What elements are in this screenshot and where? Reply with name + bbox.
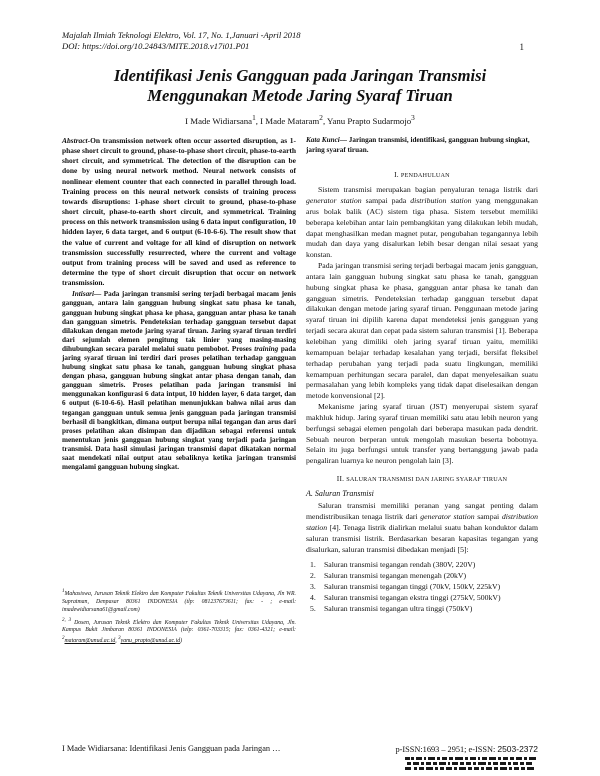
s1p1-a: Sistem transmisi merupakan bagian penyaluran tenaga listrik dari [318,185,538,195]
journal-info: Majalah Ilmiah Teknologi Elektro, Vol. 17, No. 1,Januari -April 2018 [62,30,301,40]
section-2-para-1 [306,501,538,555]
email-link-1[interactable]: mataram@unud.ac.id [64,638,116,645]
keywords-text: — Jaringan transmisi, identifikasi, gangguan hubung singkat, jaring syaraf tiruan. [306,136,530,154]
section-2-heading [306,474,538,483]
title-line-2: Menggunakan Metode Jaring Syaraf Tiruan [147,86,453,105]
footnote-1-text: Mahasiswa, Jurusan Teknik Elektro dan Komputer Fakultas Teknik Universitas Udayana, Jln WR. Supratman, Denpasar 80361 INDONESIA (tlp: 081237673611; fax: - ; e-mail: imadewidiarsana61@gmail.com) [62,590,296,613]
section-1-para-1 [306,185,538,261]
footnotes [62,588,296,648]
s1p1-distribution: distribution station [410,196,472,206]
footnote-1-mark: 1 [62,589,65,594]
keywords [306,136,538,155]
running-header [62,30,301,52]
footer-citation: I Made Widiarsana: Identifikasi Jenis Gangguan pada Jaringan … [62,744,281,753]
list-item: 1. Saluran transmisi tegangan rendah (380V, 220V) [310,560,476,570]
list-item-text: Saluran transmisi tegangan ultra tinggi (750kV) [324,603,473,613]
s2p1-a: Saluran transmisi memiliki peranan yang sangat penting dalam mendistribusikan tenaga listrik dari [306,501,538,521]
list-item: 5. Saluran transmisi tegangan ultra tinggi (750kV) [310,603,473,613]
s2p1-distribution: distribution station [306,511,539,532]
abstract-text: On transmission network often occur assorted disruption, as 1-phase short circuit to ground, phase-to-phase short circuit, phase-to-earth short circuit, and symmetrical. The detection of the disruption can be done by using neural network method. Neural network consists of nonlinear element counter that each connected in parallel through load. Training process on this neural network consists of training process towards disruptions: 1-phase short circuit to ground, phase-to-phase short circuit, phase-to-earth short circuit, and symmetrical. Training process on this network transmission using 6 data input configuration, 10 hidden layer, 6 data target, and 6 output (6-10-6-6). The result show that the value of current and voltage for all kind of disruption on network transmission successfully resurrected, where the current and voltage output from training process will be saved and used as reference to determine the type of short circuit disruption that occur on network transmission. [62,136,296,288]
list-item: 2. Saluran transmisi tegangan menengah (20kV) [310,571,467,581]
paper-title [62,66,538,106]
list-item-text: Saluran transmisi tegangan rendah (380V, 220V) [324,560,476,570]
keywords-lead: Kata Kunci [306,136,340,144]
abstract-lead: Abstract- [62,136,91,145]
eissn-number: 2503-2372 [497,744,538,754]
list-item-text: Saluran transmisi tegangan tinggi (70kV, 150kV, 225kV) [324,581,501,591]
footer-issn [395,744,538,754]
right-column [306,136,538,614]
footnote-2-mark: 2, 3 [62,617,72,623]
section-1-number: I. [394,170,399,180]
author-line [62,113,538,126]
author-1-affil: 1 [252,113,256,122]
s2p1-generator: generator station [420,511,475,521]
intisari-training: training [254,344,279,353]
intisari [62,290,296,472]
footnote-1 [62,588,296,615]
list-item-text: Saluran transmisi tegangan ekstra tinggi (275kV, 500kV) [324,592,501,602]
issn-text: p-ISSN:1693 – 2951; e-ISSN: [395,745,498,754]
list-item: 4. Saluran transmisi tegangan ekstra tinggi (275kV, 500kV) [310,592,501,602]
email-2-mark: 3 [118,636,121,642]
author-1: I Made Widiarsana [185,115,253,126]
author-3-affil: 3 [411,113,415,122]
email-1-mark: 2 [62,636,65,642]
title-line-1: Identifikasi Jenis Gangguan pada Jaringan Transmisi [113,66,487,85]
email-link-2[interactable]: yanu_prapto@unud.ac.id [120,638,181,645]
intisari-lead: Intisari [72,290,94,299]
footnote-2-text: Dosen, Jurusan Teknik Elektro dan Komputer Fakultas Teknik Universitas Udayana, Jln. Kampus Bukit Jimbaran 80361 INDONESIA (telp: 0361-703315; fax: 0361-4321; e-mail: [62,619,297,634]
subsection-a: A. Saluran Transmisi [306,489,374,499]
author-3: , Yanu Prapto Sudarmojo [322,115,412,126]
list-item: 3. Saluran transmisi tegangan tinggi (70kV, 150kV, 225kV) [310,581,501,591]
section-2-number: II. [336,474,345,484]
voltage-list [306,560,538,614]
section-1-title: PENDAHULUAN [400,172,450,180]
s1p1-b: sampai pada [361,196,411,206]
barcode-stamp-icon [405,755,537,771]
author-2-affil: 2 [319,113,323,122]
s1p1-generator: generator station [306,196,362,206]
intisari-text-1: — Pada jaringan transmisi sering terjadi berbagai macam jenis gangguan, antara lain gangguan hubung singkat satu phasa ke tanah, gangguan hubung singkat phasa ke phasa, gangguan antar phasa ke tanah dan gangguan simetris. Pendeteksian terhadap gangguan tersebut dapat dilakukan dengan metode jaring syaraf tiruan. Jaring syaraf tiruan terdiri dari sejumlah elemen pengitung tak linier yang masing-masing dihubungkan secara paralel melalui suatu pembobot. Proses [62,290,296,353]
footnote-2-end: ) [180,638,183,645]
s1p1-c: yang menggunakan arus bolak balik (AC) sistem tiga phasa. Sistem tersebut memiliki beberapa kelebihan antar lain pembangkitan yang dilakukan lebih mudah, dapat menghasilkan medan magnet putar, pengubahan tegangannya lebih mudah dan daya yang disalurkan lebih besar dengan nilai sesaat yang konstan. [306,196,538,260]
section-1-para-2: Pada jaringan transmisi sering terjadi berbagai macam jenis gangguan, antara lain gangguan hubung singkat satu phasa ke tanah, gangguan hubung singkat phasa ke phasa, gangguan antar phasa ke tanah dan gangguan simetris. Pendeteksian terhadap gangguan tersebut dapat dilakukan dengan metode jaring syaraf tiruan. Penggunaan metode jaring syaraf tiruan ini dipilih karena dapat mendeteksi jenis gangguan yang terjadi secara akurat dan cepat pada sistem saluran transmisi [1]. Beberapa kelebihan yang dimiliki oleh jaring syaraf tiruan yaitu, memiliki kemampuan belajar terhadap kesalahan yang terjadi, bersifat fleksibel terhadap perubahan yang terjadi pada suatu lingkungan, memiliki kemampuan perhitungan secara paralel, dan dapat menyelesaikan suatu permasalahan yang lebih kompleks yang tidak dapat diselesaikan dengan metode konvensional [2]. [306,261,538,401]
s2p1-b: sampai [474,511,502,521]
section-1-heading [306,170,538,179]
section-2-title: SALURAN TRANSMISI DAN JARING SYARAF TIRUAN [346,476,508,484]
intisari-text-2: pada jaring syaraf tiruan ini terdiri dari proses pelatihan terhadap gangguan hubung singkat satu phasa ke tanah, gangguan hubung singkat phasa dengan phasa, gangguan hubung singkat antar phasa dengan tanah, dan gangguan simetris. Proses pelatihan pada jaringan transmisi ini menggunakan konfigurasi 6 data intput, 10 hidden layer, 6 data target, dan 6 output (6-10-6-6). Hasil pelatihan menunjukkan bahwa nilai arus dan tegangan gangguan untuk semua jenis gangguan pada jaringan transmisi berhasil di bangkitkan, dimana output berupa nilai tegangan dan arus dari proses pelatihan akan disimpan dan dijadikan sebagai referensi untuk menentukan jenis gangguan hubung singkat yang terjadi pada jaringan transmisi. Data hasil simulasi jaringan transmisi dapat dikatakan normal saat mendekati nilai output atau sebaliknya ketika jaringan transmisi mengalami gangguan hubung singkat. [62,344,296,472]
list-item-text: Saluran transmisi tegangan menengah (20kV) [324,571,467,581]
abstract [62,136,296,288]
doi-line: DOI: https://doi.org/10.24843/MITE.2018.v17i01.P01 [62,41,250,51]
footnote-2: $^{2, 3}$ Dosen, Jurusan Teknik Elektro dan Komputer Fakultas Teknik Universitas Udayana, Jln. Kampus Bukit Jimbaran 80361 INDONESIA (telp: 0361-703315; fax: 0361-4321; e-mail: $^2$mataram@unud.ac.id, $^3$yanu_prapto@unud.ac.id) [62,617,297,645]
page-number: 1 [519,42,524,52]
s2p1-c: [4]. Tenaga listrik dialirkan melalui suatu bahan konduktor dalam saluran transmisi listrik. Berdasarkan besaran kapasitas tegangan yang disalurkan, saluran transmisi dibedakan menjadi [5]: [306,522,538,554]
left-column [62,136,296,472]
author-2: , I Made Mataram [255,115,320,126]
section-1-para-3: Mekanisme jaring syaraf tiruan (JST) menyerupai sistem syaraf makhluk hidup. Jaring syaraf tiruan memiliki satu atau lebih neuron yang berfungsi sebagai elemen pengolah dari beberapa masukan pada dendrit. Sebuah neuron berperan untuk mengolah masukan beserta bobotnya. Selain itu juga berfungsi untuk transfer yang bertanggung jawab pada pengaliran luarnya ke neuron pengolah lain [3]. [306,402,538,466]
